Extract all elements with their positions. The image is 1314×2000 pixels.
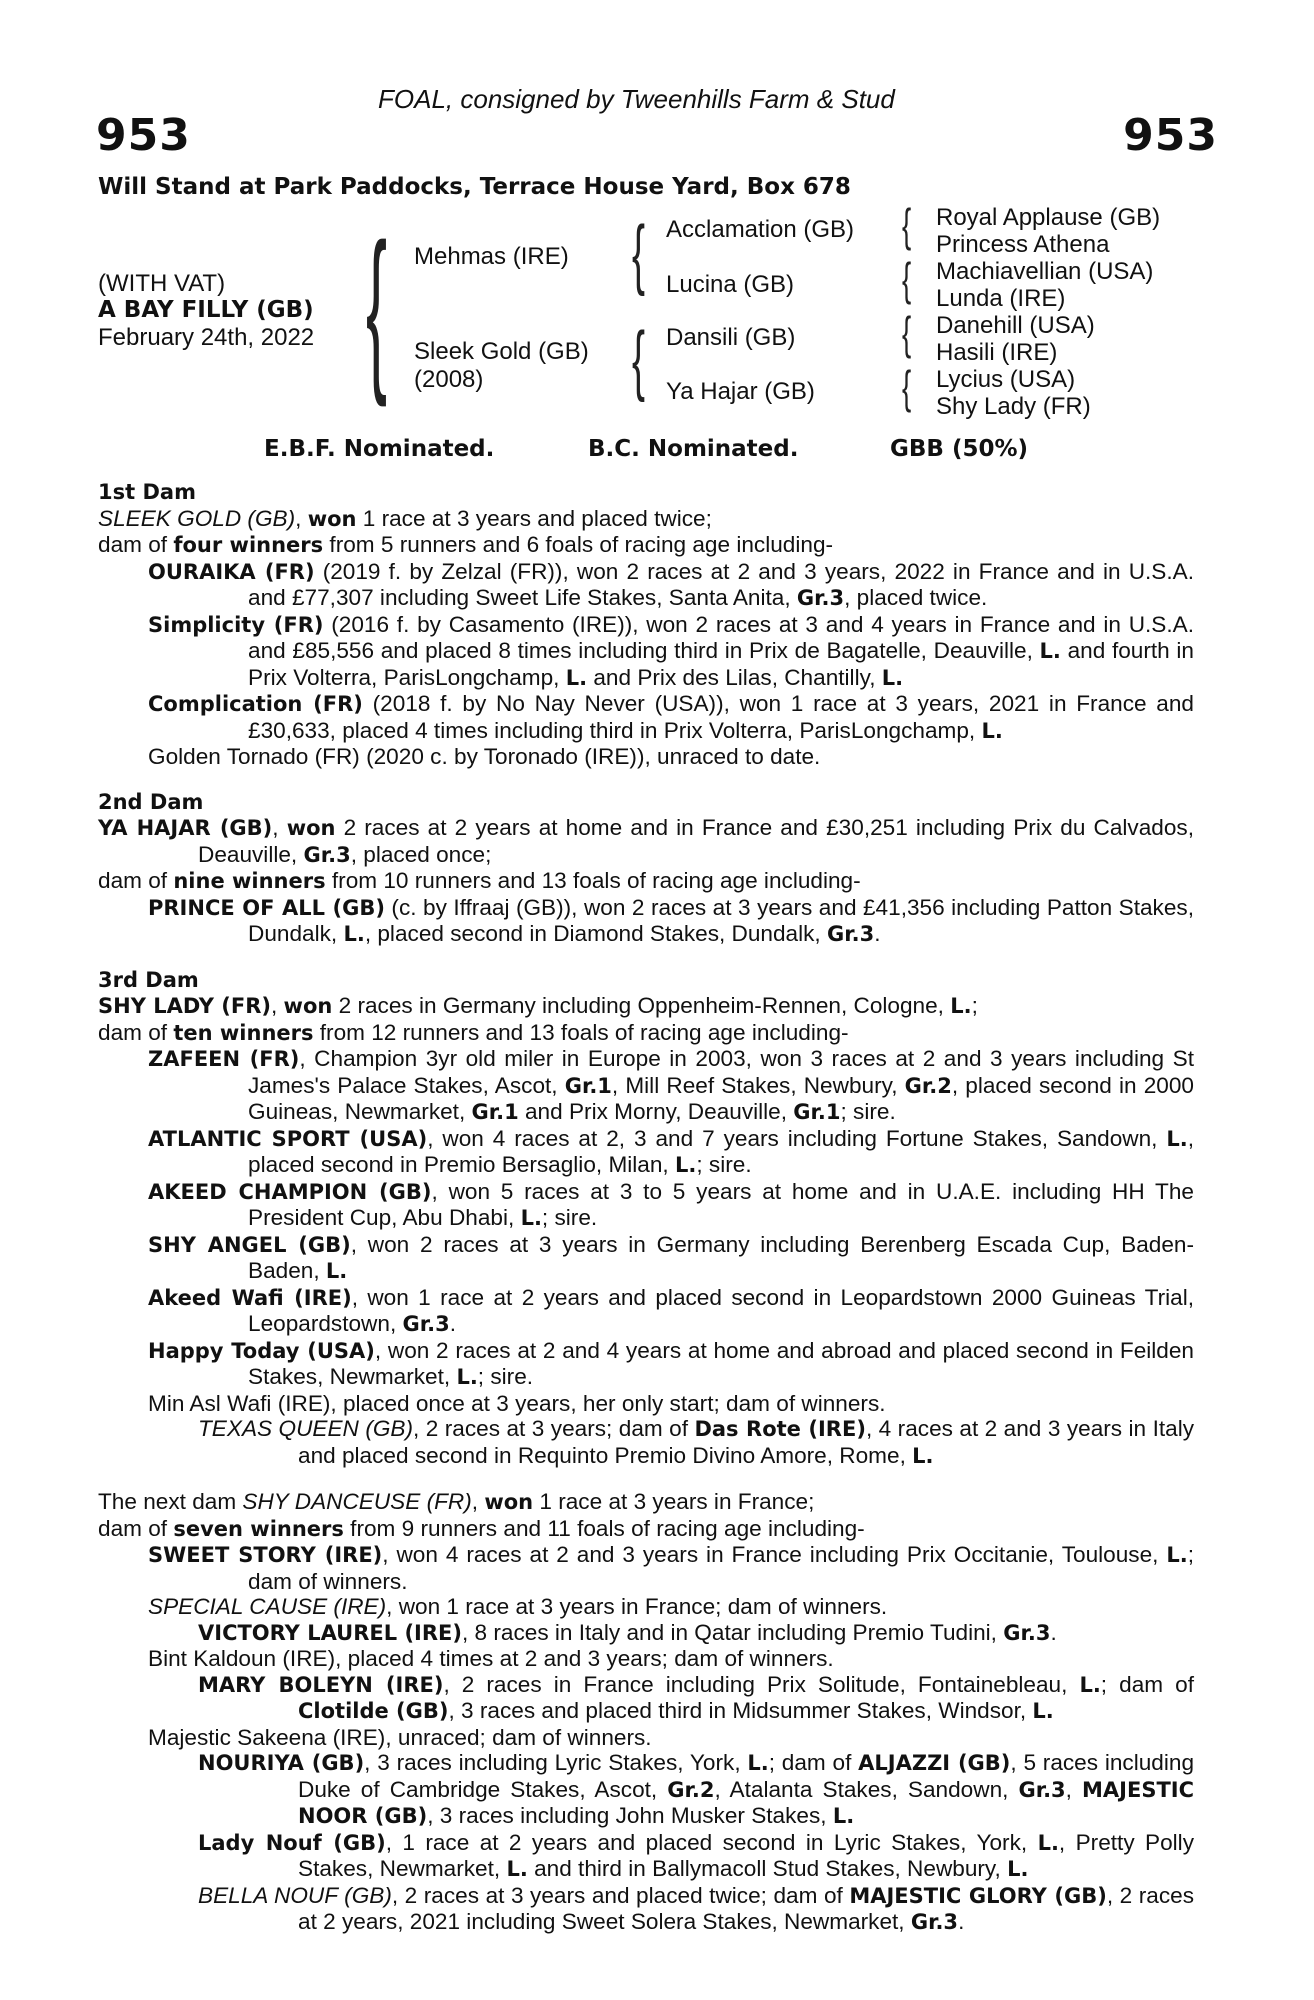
sire-dam: Lucina (GB): [666, 271, 795, 298]
grand-progeny-entry: Lady Nouf (GB), 1 race at 2 years and placed second in Lyric Stakes, York, L., Pretty Polly Stakes, Newmarket, L. and third in Ballymacoll Stud Stakes, Newbury, L.: [198, 1829, 1194, 1881]
g3-ancestor: Danehill (USA): [936, 312, 1095, 339]
dam-produce-summary: dam of ten winners from 12 runners and 13 foals of racing age including-: [98, 1019, 849, 1045]
dam-brace: {: [632, 315, 646, 403]
progeny-entry: ATLANTIC SPORT (USA), won 4 races at 2, 3 and 7 years including Fortune Stakes, Sandown, L., placed second in Premio Bersaglio, Milan, L.; sire.: [148, 1125, 1195, 1177]
g3-ancestor: Shy Lady (FR): [936, 393, 1091, 420]
progeny-entry: Simplicity (FR) (2016 f. by Casamento (IRE)), won 2 races at 3 and 4 years in France and in U.S.A. and £85,556 and placed 8 times including third in Prix de Bagatelle, Deauville, L. and fourth in Prix Volterra, ParisLongchamp, L. and Prix des Lilas, Chantilly, L.: [148, 611, 1195, 690]
foaling-date: February 24th, 2022: [98, 324, 315, 351]
dam-produce-summary: dam of seven winners from 9 runners and 11 foals of racing age including-: [98, 1515, 865, 1541]
progeny-entry: Happy Today (USA), won 2 races at 2 and 4 years at home and abroad and placed second in Feilden Stakes, Newmarket, L.; sire.: [148, 1337, 1194, 1389]
progeny-entry: Majestic Sakeena (IRE), unraced; dam of winners.: [148, 1724, 652, 1750]
progeny-entry: Akeed Wafi (IRE), won 1 race at 2 years and placed second in Leopardstown 2000 Guineas Trial, Leopardstown, Gr.3.: [148, 1284, 1194, 1336]
g3-ancestor: Lunda (IRE): [936, 285, 1066, 312]
grand-progeny-entry: BELLA NOUF (GB), 2 races at 3 years and placed twice; dam of MAJESTIC GLORY (GB), 2 races at 2 years, 2021 including Sweet Solera Stakes, Newmarket, Gr.3.: [198, 1882, 1195, 1934]
section-heading: 3rd Dam: [98, 967, 199, 992]
dam-year: (2008): [414, 366, 484, 393]
progeny-entry: Min Asl Wafi (IRE), placed once at 3 years, her only start; dam of winners.: [148, 1390, 886, 1416]
progeny-entry: OURAIKA (FR) (2019 f. by Zelzal (FR)), won 2 races at 2 and 3 years, 2022 in France and in U.S.A. and £77,307 including Sweet Life Stakes, Santa Anita, Gr.3, placed twice.: [148, 558, 1194, 610]
horse-name: A BAY FILLY (GB): [98, 297, 314, 323]
dam-record: YA HAJAR (GB), won 2 races at 2 years at home and in France and £30,251 including Prix du Calvados, Deauville, Gr.3, placed once;: [98, 815, 1194, 867]
progeny-entry: AKEED CHAMPION (GB), won 5 races at 3 to 5 years at home and in U.A.E. including HH The President Cup, Abu Dhabi, L.; sire.: [148, 1178, 1194, 1230]
lot-number-left: 953: [96, 110, 191, 161]
lot-number-right: 953: [1123, 110, 1218, 161]
progeny-entry: Golden Tornado (FR) (2020 c. by Toronado (IRE)), unraced to date.: [148, 744, 821, 769]
main-brace: {: [366, 207, 388, 408]
progeny-entry: SHY ANGEL (GB), won 2 races at 3 years in Germany including Berenberg Escada Cup, Baden-Baden, L.: [148, 1231, 1194, 1283]
progeny-entry: SPECIAL CAUSE (IRE), won 1 race at 3 years in France; dam of winners.: [148, 1594, 888, 1619]
g3-ancestor: Lycius (USA): [936, 366, 1076, 393]
section-heading: 2nd Dam: [98, 789, 204, 814]
g3-ancestor: Machiavellian (USA): [936, 258, 1154, 285]
gbb-note: GBB (50%): [890, 436, 1029, 462]
consignment-line: FOAL, consigned by Tweenhills Farm & Stud: [378, 84, 895, 114]
grand-progeny-entry: VICTORY LAUREL (IRE), 8 races in Italy and in Qatar including Premio Tudini, Gr.3.: [198, 1619, 1057, 1645]
progeny-entry: Complication (FR) (2018 f. by No Nay Never (USA)), won 1 race at 3 years, 2021 in France and £30,633, placed 4 times including third in Prix Volterra, ParisLongchamp, L.: [148, 691, 1194, 743]
g3-brace-2: {: [902, 253, 912, 305]
sire-brace: {: [632, 209, 646, 297]
g3-brace-1: {: [902, 199, 912, 251]
dam-record: The next dam SHY DANCEUSE (FR), won 1 race at 3 years in France;: [98, 1489, 815, 1514]
dam-name: Sleek Gold (GB): [414, 338, 589, 365]
g3-brace-3: {: [902, 307, 912, 359]
dam-sire: Dansili (GB): [666, 324, 796, 351]
vat-note: (WITH VAT): [98, 270, 226, 297]
progeny-entry: ZAFEEN (FR), Champion 3yr old miler in Europe in 2003, won 3 races at 2 and 3 years including St James's Palace Stakes, Ascot, Gr.1, Mill Reef Stakes, Newbury, Gr.2, placed second in 2000 Guineas, Newmarket, Gr.1 and Prix Morny, Deauville, Gr.1; sire.: [148, 1046, 1194, 1124]
g3-ancestor: Princess Athena: [936, 231, 1110, 258]
bc-nomination: B.C. Nominated.: [588, 436, 799, 462]
ebf-nomination: E.B.F. Nominated.: [264, 436, 495, 462]
progeny-entry: PRINCE OF ALL (GB) (c. by Iffraaj (GB)), won 2 races at 3 years and £41,356 including Patton Stakes, Dundalk, L., placed second in Diamond Stakes, Dundalk, Gr.3.: [148, 894, 1194, 946]
grand-progeny-entry: MARY BOLEYN (IRE), 2 races in France including Prix Solitude, Fontainebleau, L.; dam of Clotilde (GB), 3 races and placed third in Midsummer Stakes, Windsor, L.: [198, 1671, 1194, 1723]
sire-name: Mehmas (IRE): [414, 243, 569, 270]
g3-ancestor: Hasili (IRE): [936, 339, 1058, 366]
section-heading: 1st Dam: [98, 480, 196, 504]
g3-ancestor: Royal Applause (GB): [936, 204, 1161, 231]
sire-sire: Acclamation (GB): [666, 216, 855, 243]
dam-record: SLEEK GOLD (GB), won 1 race at 3 years and placed twice;: [98, 505, 712, 531]
dam-record: SHY LADY (FR), won 2 races in Germany including Oppenheim-Rennen, Cologne, L.;: [98, 993, 978, 1018]
dam-produce-summary: dam of four winners from 5 runners and 6 foals of racing age including-: [98, 532, 834, 557]
catalogue-body: [98, 480, 1194, 1936]
stand-location: Will Stand at Park Paddocks, Terrace House Yard, Box 678: [98, 174, 851, 200]
grand-progeny-entry: TEXAS QUEEN (GB), 2 races at 3 years; dam of Das Rote (IRE), 4 races at 2 and 3 years in Italy and placed second in Requinto Premio Divino Amore, Rome, L.: [198, 1416, 1195, 1468]
dam-dam: Ya Hajar (GB): [666, 378, 815, 405]
dam-produce-summary: dam of nine winners from 10 runners and 13 foals of racing age including-: [98, 868, 861, 893]
progeny-entry: Bint Kaldoun (IRE), placed 4 times at 2 and 3 years; dam of winners.: [148, 1646, 834, 1671]
grand-progeny-entry: NOURIYA (GB), 3 races including Lyric Stakes, York, L.; dam of ALJAZZI (GB), 5 races including Duke of Cambridge Stakes, Ascot, Gr.2, Atalanta Stakes, Sandown, Gr.3, MAJESTIC NOOR (GB), 3 races including John Musker Stakes, L.: [198, 1750, 1195, 1828]
progeny-entry: SWEET STORY (IRE), won 4 races at 2 and 3 years in France including Prix Occitanie, Toulouse, L.; dam of winners.: [148, 1542, 1194, 1594]
g3-brace-4: {: [902, 361, 912, 413]
